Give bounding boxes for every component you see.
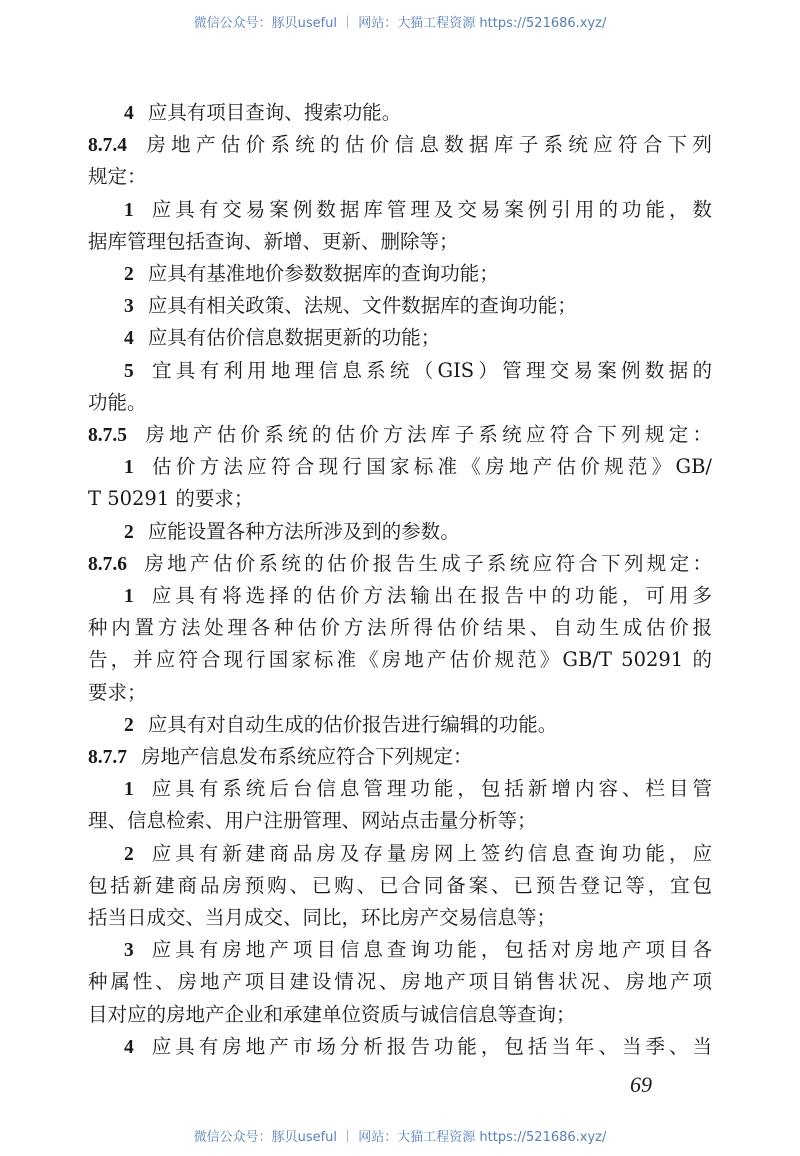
line-text: 应具有将选择的估价方法输出在报告中的功能，可用多: [147, 584, 712, 607]
item-number: 3: [124, 296, 134, 318]
continuation-line: [88, 484, 712, 514]
clause-line: [88, 420, 712, 450]
line-text: 估价方法应符合现行国家标准《房地产估价规范》GB/: [147, 455, 712, 479]
list-item-line: [124, 710, 712, 740]
item-number: 1: [124, 199, 134, 221]
line-text: 据库管理包括查询、新增、更新、删除等；: [88, 229, 459, 253]
continuation-line: [88, 806, 712, 836]
watermark-header: 微信公众号：豚贝useful ｜ 网站：大猫工程资源 https://521686.xyz/: [193, 16, 607, 31]
line-text: 应能设置各种方法所涉及到的参数。: [147, 519, 460, 543]
line-text: 应具有项目查询、搜索功能。: [147, 101, 402, 124]
list-item-line: [124, 195, 712, 225]
continuation-line: [88, 645, 712, 675]
clause-number: 8.7.5: [88, 425, 127, 446]
list-item-line: [124, 291, 712, 321]
line-text: 目对应的房地产企业和承建单位资质与诚信信息等查询；: [88, 1002, 576, 1026]
clause-number: 8.7.4: [88, 135, 127, 157]
continuation-line: [88, 1000, 712, 1030]
continuation-line: [88, 227, 712, 257]
list-item-line: [124, 839, 712, 869]
line-text: 括当日成交、当月成交、同比，环比房产交易信息等；: [88, 906, 557, 929]
line-text: 应具有对自动生成的估价报告进行编辑的功能。: [147, 712, 558, 736]
line-text: 应具有基准地价参数数据库的查询功能；: [147, 262, 499, 285]
item-number: 3: [124, 940, 134, 962]
continuation-line: [88, 162, 712, 192]
continuation-line: [88, 388, 712, 418]
clause-line: [88, 742, 712, 772]
clause-number: 8.7.6: [88, 553, 127, 575]
line-text: 理、信息检索、用户注册管理、网站点击量分析等；: [88, 809, 537, 833]
list-item-line: [124, 517, 712, 547]
item-number: 4: [124, 328, 134, 350]
continuation-line: [88, 613, 712, 643]
item-number: 2: [124, 521, 134, 543]
list-item-line: [124, 774, 712, 804]
item-number: 1: [124, 457, 134, 479]
line-text: 包括新建商品房预购、已购、已合同备案、已预告登记等，宜包: [88, 873, 712, 897]
line-text: 规定：: [88, 165, 147, 189]
list-item-line: [124, 259, 712, 289]
continuation-line: [88, 678, 712, 708]
continuation-line: [88, 871, 712, 901]
list-item-line: [124, 356, 712, 386]
line-text: 告，并应符合现行国家标准《房地产估价规范》GB/T 50291 的: [88, 648, 712, 672]
item-number: 1: [124, 779, 134, 801]
list-item-line: [124, 452, 712, 482]
line-text: 功能。: [88, 390, 147, 414]
line-text: 宜具有利用地理信息系统（GIS）管理交易案例数据的: [147, 358, 712, 382]
item-number: 4: [124, 1036, 134, 1058]
list-item-line: [124, 581, 712, 611]
continuation-line: [88, 967, 712, 997]
line-text: 房地产估价系统的估价报告生成子系统应符合下列规定：: [141, 551, 712, 575]
item-number: 4: [124, 103, 134, 124]
item-number: 2: [124, 714, 134, 736]
line-text: 房地产估价系统的估价信息数据库子系统应符合下列: [141, 133, 712, 157]
item-number: 2: [124, 843, 134, 865]
line-text: 应具有房地产项目信息查询功能，包括对房地产项目各: [147, 938, 712, 962]
list-item-line: [124, 323, 712, 353]
list-item-line: [124, 1032, 712, 1062]
line-text: 房地产信息发布系统应符合下列规定：: [141, 745, 473, 768]
continuation-line: [88, 903, 712, 933]
line-text: 应具有新建商品房及存量房网上签约信息查询功能，应: [147, 841, 712, 865]
list-item-line: [124, 98, 712, 128]
list-item-line: [124, 935, 712, 965]
clause-line: [88, 549, 712, 579]
item-number: 2: [124, 264, 134, 285]
line-text: 要求；: [88, 680, 147, 704]
line-text: 种属性、房地产项目建设情况、房地产项目销售状况、房地产项: [88, 970, 712, 994]
clause-line: [88, 130, 712, 160]
watermark-footer: 微信公众号：豚贝useful ｜ 网站：大猫工程资源 https://521686.xyz/: [193, 1130, 607, 1145]
page-number: 69: [630, 1072, 652, 1097]
item-number: 1: [124, 586, 134, 607]
line-text: 应具有估价信息数据更新的功能；: [147, 326, 441, 350]
line-text: 房地产估价系统的估价方法库子系统应符合下列规定：: [141, 423, 712, 446]
item-number: 5: [124, 360, 134, 382]
clause-number: 8.7.7: [88, 747, 127, 768]
line-text: 应具有相关政策、法规、文件数据库的查询功能；: [147, 294, 577, 318]
line-text: T 50291 的要求；: [88, 487, 254, 511]
line-text: 种内置方法处理各种估价方法所得估价结果、自动生成估价报: [88, 616, 712, 640]
line-text: 应具有系统后台信息管理功能，包括新增内容、栏目管: [147, 777, 712, 801]
line-text: 应具有交易案例数据库管理及交易案例引用的功能，数: [147, 197, 712, 221]
line-text: 应具有房地产市场分析报告功能，包括当年、当季、当: [147, 1034, 712, 1058]
